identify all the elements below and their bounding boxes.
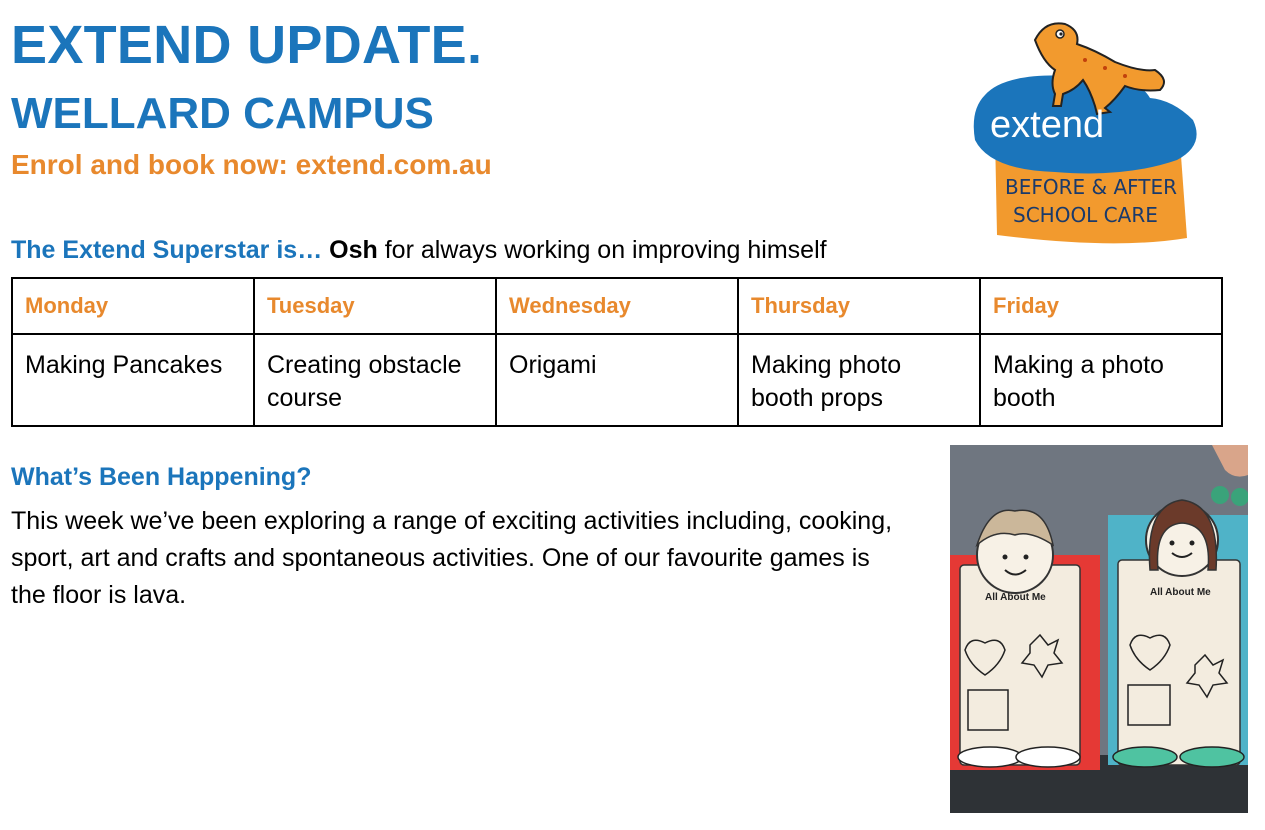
happening-body: This week we’ve been exploring a range of exciting activities including, cooking, sport, art and crafts and spontaneous activities. One of our favourite games is the floor is lava. (11, 507, 893, 609)
right-poster-title: All About Me (1150, 587, 1211, 598)
superstar-reason: for always working on improving himself (384, 236, 827, 264)
logo-wordmark: extend (990, 104, 1105, 146)
activity-cell: Origami (496, 334, 738, 426)
activity-cell: Making photo booth props (738, 334, 980, 426)
left-poster-title: All About Me (985, 592, 1046, 603)
page-title: EXTEND UPDATE. (11, 15, 483, 75)
superstar-name: Osh (329, 236, 378, 264)
schedule-header-row (12, 278, 1222, 334)
day-header: Monday (12, 278, 254, 334)
logo-tagline-line1: BEFORE & AFTER (1005, 175, 1178, 199)
activity-cell: Making a photo booth (980, 334, 1222, 426)
activity-cell: Making Pancakes (12, 334, 254, 426)
superstar-line (11, 235, 827, 265)
day-header: Wednesday (496, 278, 738, 334)
schedule-activity-row (12, 334, 1222, 426)
activity-cell: Creating obstacle course (254, 334, 496, 426)
enrol-link[interactable]: Enrol and book now: extend.com.au (11, 149, 492, 180)
campus-heading: WELLARD CAMPUS (11, 89, 434, 138)
day-header: Tuesday (254, 278, 496, 334)
day-header: Friday (980, 278, 1222, 334)
happening-heading: What’s Been Happening? (11, 463, 312, 491)
logo-tagline-line2: SCHOOL CARE (1013, 203, 1158, 227)
crafts-photo (950, 445, 1248, 813)
extend-logo (965, 10, 1210, 248)
superstar-lead: The Extend Superstar is… (11, 236, 323, 264)
weekly-schedule-table (11, 277, 1223, 427)
day-header: Thursday (738, 278, 980, 334)
